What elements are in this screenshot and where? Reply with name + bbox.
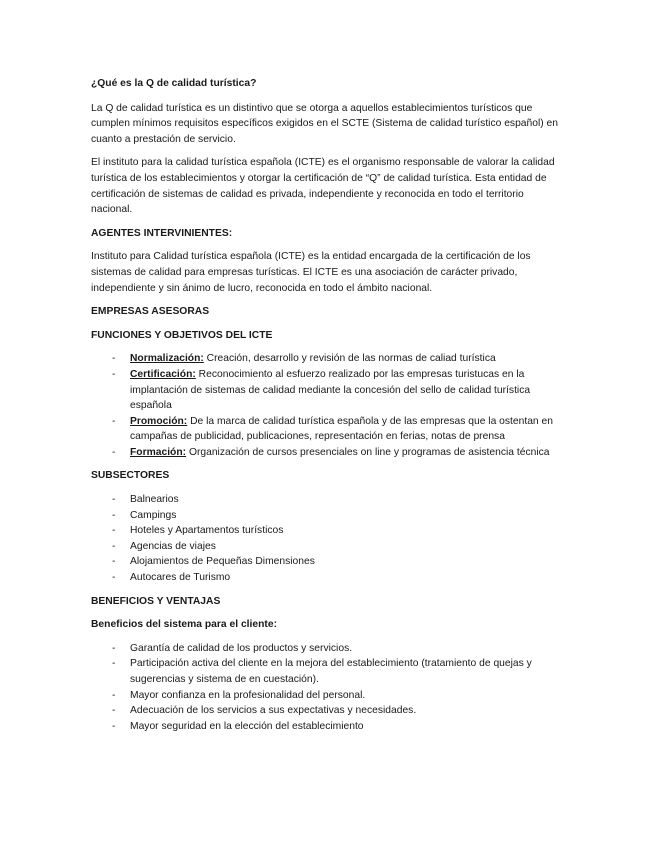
beneficio-text: Participación activa del cliente en la mejora del establecimiento (tratamiento de quejas y sugerencias y sistema de en cuestación). [130,658,532,685]
dash-bullet: - [112,556,116,568]
document-title: ¿Qué es la Q de calidad turística? [91,78,257,89]
term-formacion: Formación: [130,446,187,458]
list-item [91,492,559,508]
list-item [91,414,559,445]
term-normalizacion: Normalización: [130,353,204,365]
beneficio-text: Garantía de calidad de los productos y servicios. [130,642,353,654]
list-item [91,703,559,719]
dash-bullet: - [112,572,116,584]
agentes-paragraph: Instituto para Calidad turística española (ICTE) es la entidad encargada de la certificación de los sistemas de calidad para empresas turísticas. El ICTE es una asociación de carácter privado, independiente y sin ánimo de lucro, reconocida en todo el ámbito nacional. [91,251,531,294]
list-item [91,570,559,586]
subsector-label: Agencias de viajes [130,540,216,552]
dash-bullet: - [112,642,116,654]
term-description: Creación, desarrollo y revisión de las normas de caliad turística [203,353,496,365]
dash-bullet: - [112,689,116,701]
intro-paragraph-2: El instituto para la calidad turística española (ICTE) es el organismo responsable de valorar la calidad turística de los establecimientos y otorgar la certificación de “Q” de calidad turística. Esta entidad de certificación de sistemas de calidad es privada, independiente y reconocida en todo el territorio nacional. [91,157,555,216]
dash-bullet: - [112,415,116,427]
list-item [91,688,559,704]
dash-bullet: - [112,446,116,458]
dash-bullet: - [112,525,116,537]
subsector-label: Balnearios [130,494,179,506]
funciones-list [91,351,559,460]
list-item [91,554,559,570]
list-item [91,539,559,555]
beneficios-list [91,641,559,735]
intro-paragraph-1: La Q de calidad turística es un distintivo que se otorga a aquellos establecimientos turísticos que cumplen mínimos requisitos específicos exigidos en el SCTE (Sistema de calidad turístico español) en cuanto a prestación de servicio. [91,102,559,145]
list-item [91,656,559,687]
dash-bullet: - [112,353,116,365]
subsector-label: Autocares de Turismo [130,572,231,584]
term-description: Organización de cursos presenciales on line y programas de asistencia técnica [186,446,550,458]
dash-bullet: - [112,540,116,552]
beneficio-text: Mayor seguridad en la elección del establecimiento [130,720,364,732]
subsector-label: Hoteles y Apartamentos turísticos [130,525,284,537]
list-item [91,445,559,461]
dash-bullet: - [112,658,116,670]
dash-bullet: - [112,368,116,380]
subsectores-heading: SUBSECTORES [91,470,170,482]
list-item [91,351,559,367]
beneficio-text: Adecuación de los servicios a sus expectativas y necesidades. [130,705,417,717]
agentes-heading: AGENTES INTERVINIENTES: [91,227,233,239]
dash-bullet: - [112,720,116,732]
empresas-asesoras-heading: EMPRESAS ASESORAS [91,306,210,318]
dash-bullet: - [112,705,116,717]
list-item [91,719,559,735]
list-item [91,367,559,414]
dash-bullet: - [112,509,116,521]
subsectores-list [91,492,559,586]
term-description: De la marca de calidad turística española y de las empresas que la ostentan en campañas de publicidad, publicaciones, representación en ferias, notas de prensa [130,415,553,443]
list-item [91,523,559,539]
subsector-label: Alojamientos de Pequeñas Dimensiones [130,556,315,568]
term-promocion: Promoción: [130,415,188,427]
list-item [91,641,559,657]
beneficios-subheading: Beneficios del sistema para el cliente: [91,619,277,631]
list-item [91,508,559,524]
funciones-heading: FUNCIONES Y OBJETIVOS DEL ICTE [91,329,273,341]
subsector-label: Campings [130,509,177,521]
term-description: Reconocimiento al esfuerzo realizado por las empresas turistucas en la implantación de sistemas de calidad mediante la concesión del sello de calidad turística española [130,368,531,412]
dash-bullet: - [112,494,116,506]
beneficio-text: Mayor confianza en la profesionalidad del personal. [130,689,366,701]
term-certificacion: Certificación: [130,368,196,380]
beneficios-heading: BENEFICIOS Y VENTAJAS [91,595,221,607]
